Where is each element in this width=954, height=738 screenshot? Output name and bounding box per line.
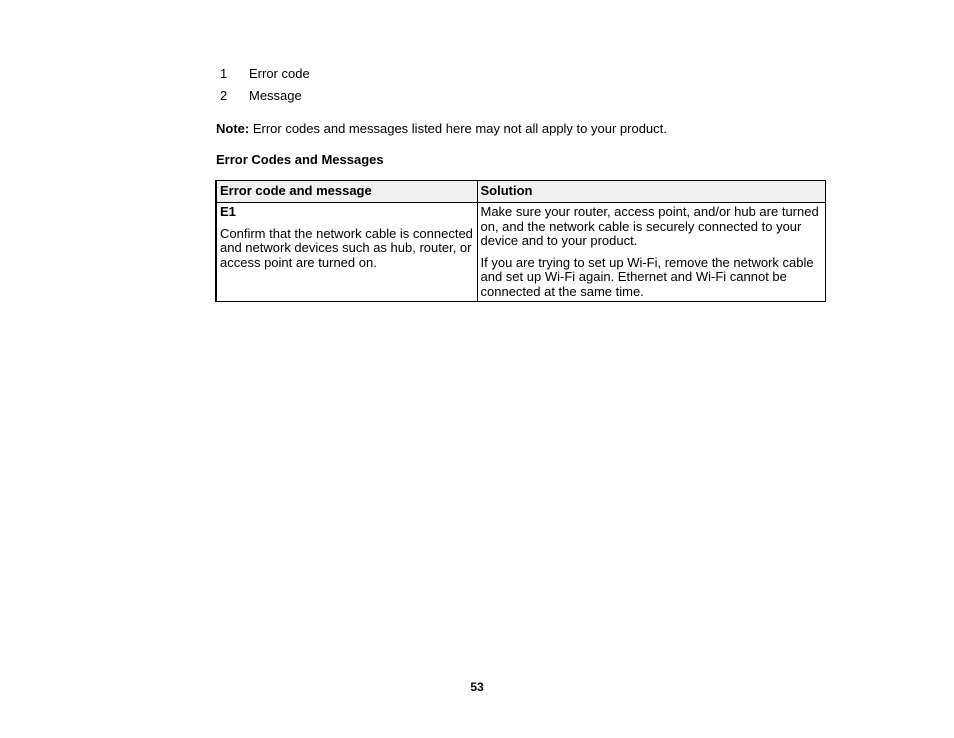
legend-item-number: 1	[220, 65, 228, 81]
legend-item	[216, 84, 310, 106]
note-text: Error codes and messages listed here may not all apply to your product.	[249, 121, 667, 136]
legend-item-label: Error code	[249, 65, 310, 81]
solution-cell	[477, 203, 825, 302]
section-heading: Error Codes and Messages	[216, 152, 384, 167]
note-paragraph	[216, 121, 667, 136]
legend-item-label: Message	[249, 87, 302, 103]
error-cell	[216, 203, 477, 302]
solution-paragraph: If you are trying to set up Wi-Fi, remove the network cable and set up Wi-Fi again. Ethernet and Wi-Fi cannot be connected at the same time.	[480, 254, 814, 299]
legend-item	[216, 62, 310, 84]
page-number: 53	[470, 680, 484, 694]
error-codes-table	[215, 180, 826, 302]
note-label: Note:	[216, 121, 250, 136]
legend-list	[216, 62, 310, 106]
column-header-error-code: Error code and message	[216, 181, 477, 203]
column-header-solution: Solution	[477, 181, 825, 203]
table-header-row	[216, 181, 825, 203]
legend-item-number: 2	[220, 87, 228, 103]
error-message: Confirm that the network cable is connected and network devices such as hub, router, or access point are turned on.	[220, 225, 473, 270]
solution-paragraph: Make sure your router, access point, and/or hub are turned on, and the network cable is securely connected to your device and to your product.	[480, 204, 819, 248]
error-code: E1	[220, 204, 236, 219]
table-row	[216, 203, 825, 302]
